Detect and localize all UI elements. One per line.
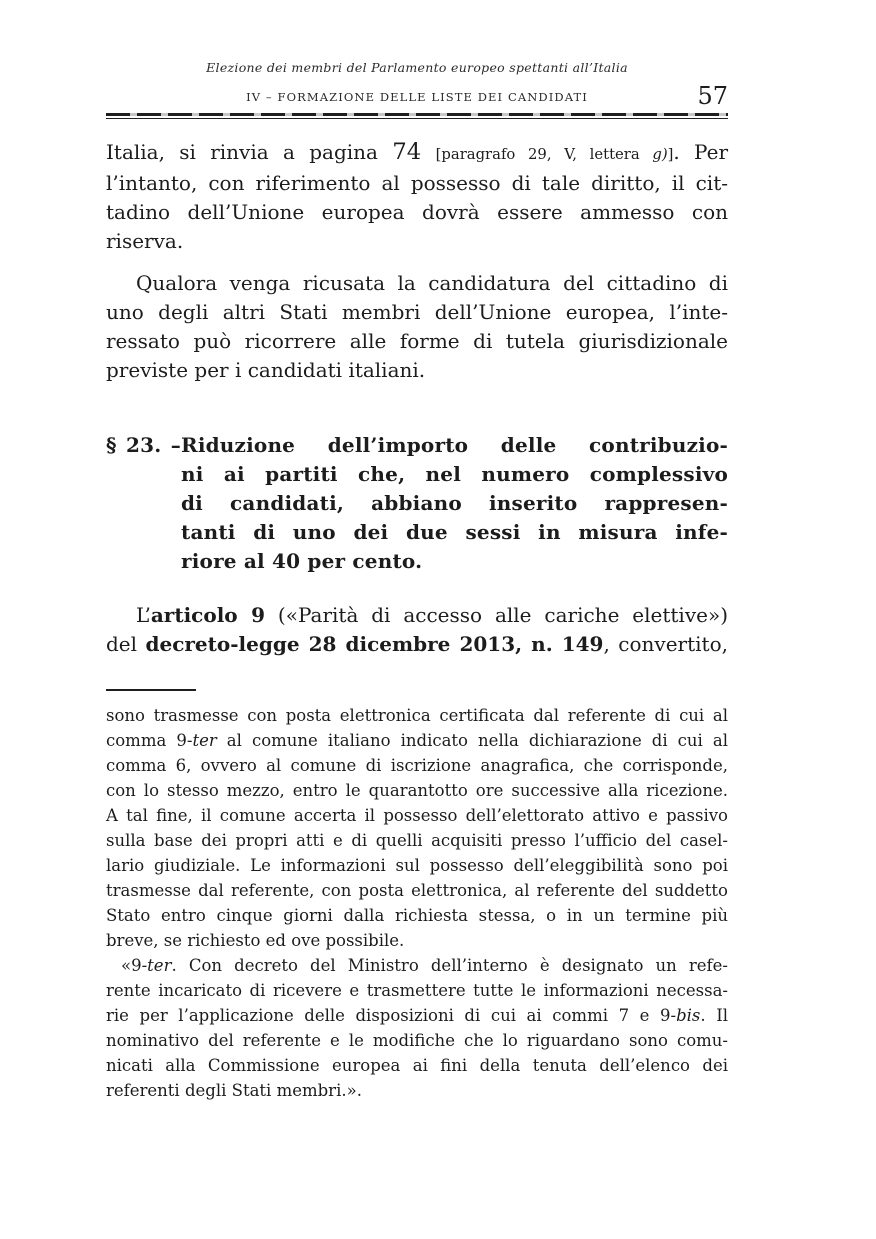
text-line: riore al 40 per cento.	[181, 549, 423, 573]
text-line: tanti di uno dei due sessi in misura infe-	[181, 520, 728, 544]
text-line: del decreto-legge 28 dicembre 2013, n. 149, convertito,	[106, 632, 728, 656]
text-line: comma 9-ter al comune italiano indicato nella dichiarazione di cui al	[106, 731, 728, 750]
body-text-block	[106, 138, 728, 659]
text-line: riserva.	[106, 229, 184, 253]
text-line: sulla base dei propri atti e di quelli acquisiti presso l’ufficio del casel-	[106, 831, 728, 850]
text-line: trasmesse dal referente, con posta elettronica, al referente del suddetto	[106, 881, 728, 900]
text-line: Italia, si rinvia a pagina 74 [paragrafo 29, V, lettera g)]. Per	[106, 139, 729, 165]
chapter-row	[106, 81, 728, 110]
header-rule-solid-line	[106, 118, 728, 119]
section-number: § 23. –	[106, 433, 181, 457]
paragraph	[106, 269, 728, 385]
paragraph	[106, 953, 728, 1103]
text-line: rie per l’applicazione delle disposizioni di cui ai commi 7 e 9-bis. Il	[106, 1006, 728, 1025]
text-line: A tal fine, il comune accerta il possesso dell’elettorato attivo e passivo	[106, 806, 728, 825]
header-rule	[106, 113, 728, 119]
text-line: con lo stesso mezzo, entro le quarantotto ore successive alla ricezione.	[106, 781, 728, 800]
page-number: 57	[697, 82, 728, 110]
text-column	[106, 60, 728, 1103]
page-header	[106, 60, 728, 119]
header-rule-dashed-line	[106, 113, 728, 116]
text-line: previste per i candidati italiani.	[106, 358, 426, 382]
text-line: ressato può ricorrere alle forme di tutela giurisdizionale	[106, 329, 728, 353]
footnote-block	[106, 703, 728, 1103]
paragraph	[106, 703, 728, 953]
text-line: l’intanto, con riferimento al possesso di tale diritto, il cit-	[106, 171, 728, 195]
text-line: comma 6, ovvero al comune di iscrizione anagrafica, che corrisponde,	[106, 756, 728, 775]
footnote-separator	[106, 689, 196, 691]
text-line: di candidati, abbiano inserito rappresen-	[181, 491, 728, 515]
text-line: «9-ter. Con decreto del Ministro dell’interno è designato un refe-	[121, 956, 728, 975]
text-line: tadino dell’Unione europea dovrà essere ammesso con	[106, 200, 728, 224]
chapter-title: IV – FORMAZIONE DELLE LISTE DEI CANDIDATI	[246, 90, 588, 104]
text-line: sono trasmesse con posta elettronica certificata dal referente di cui al	[106, 706, 728, 725]
text-line: rente incaricato di ricevere e trasmettere tutte le informazioni necessa-	[106, 981, 728, 1000]
text-line: L’articolo 9 («Parità di accesso alle cariche elettive»)	[136, 603, 729, 627]
text-line: lario giudiziale. Le informazioni sul possesso dell’eleggibilità sono poi	[106, 856, 728, 875]
text-line: Stato entro cinque giorni dalla richiesta stessa, o in un termine più	[106, 906, 728, 925]
text-line: nicati alla Commissione europea ai fini della tenuta dell’elenco dei	[106, 1056, 728, 1075]
paragraph	[106, 138, 728, 256]
section-heading	[106, 431, 728, 576]
text-line: Qualora venga ricusata la candidatura del cittadino di	[136, 271, 728, 295]
running-title: Elezione dei membri del Parlamento europeo spettanti all’Italia	[206, 60, 628, 75]
text-line: breve, se richiesto ed ove possibile.	[106, 931, 405, 950]
text-line: nominativo del referente e le modifiche che lo riguardano sono comu-	[106, 1031, 728, 1050]
text-line: uno degli altri Stati membri dell’Unione europea, l’inte-	[106, 300, 728, 324]
paragraph	[106, 601, 728, 659]
text-line: ni ai partiti che, nel numero complessivo	[181, 462, 728, 486]
text-line: referenti degli Stati membri.».	[106, 1081, 362, 1100]
text-line: § 23. –Riduzione dell’importo delle contribuzio-	[181, 431, 728, 460]
